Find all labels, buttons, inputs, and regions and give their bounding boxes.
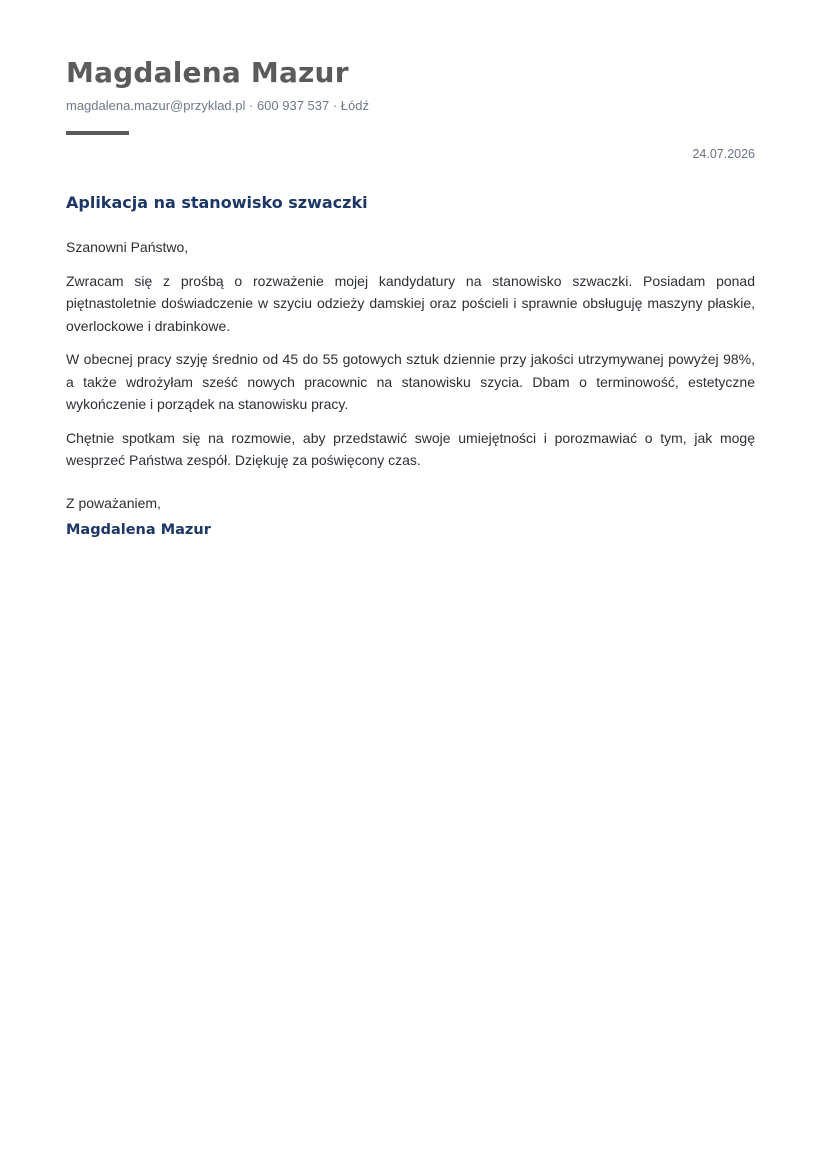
closing: Z poważaniem, (66, 495, 161, 511)
body-paragraph: W obecnej pracy szyję średnio od 45 do 55 gotowych sztuk dziennie przy jakości utrzymywanej powyżej 98%, a także wdrożyłam sześć nowych pracownic na stanowisku szycia. Dbam o terminowość, estetyczne wykończenie i porządek na stanowisku pracy. (66, 351, 755, 412)
salutation: Szanowni Państwo, (66, 239, 189, 255)
letter-subject: Aplikacja na stanowisko szwaczki (66, 193, 368, 212)
contact-line: magdalena.mazur@przyklad.pl · 600 937 537 · Łódź (66, 98, 369, 113)
sender-name: Magdalena Mazur (66, 56, 349, 89)
signature: Magdalena Mazur (66, 522, 211, 538)
letter-body (66, 236, 755, 483)
body-paragraph: Chętnie spotkam się na rozmowie, aby przedstawić swoje umiejętności i porozmawiać o tym, jak mogę wesprzeć Państwa zespół. Dziękuję za poświęcony czas. (66, 429, 755, 468)
body-paragraph: Zwracam się z prośbą o rozważenie mojej kandydatury na stanowisko szwaczki. Posiadam ponad piętnastoletnie doświadczenie w szyciu odzieży damskiej oraz pościeli i sprawnie obsługuję maszyny płaskie, overlockowe i drabinkowe. (66, 272, 755, 334)
letter-date: 24.07.2026 (692, 147, 755, 161)
header-divider (66, 131, 129, 135)
